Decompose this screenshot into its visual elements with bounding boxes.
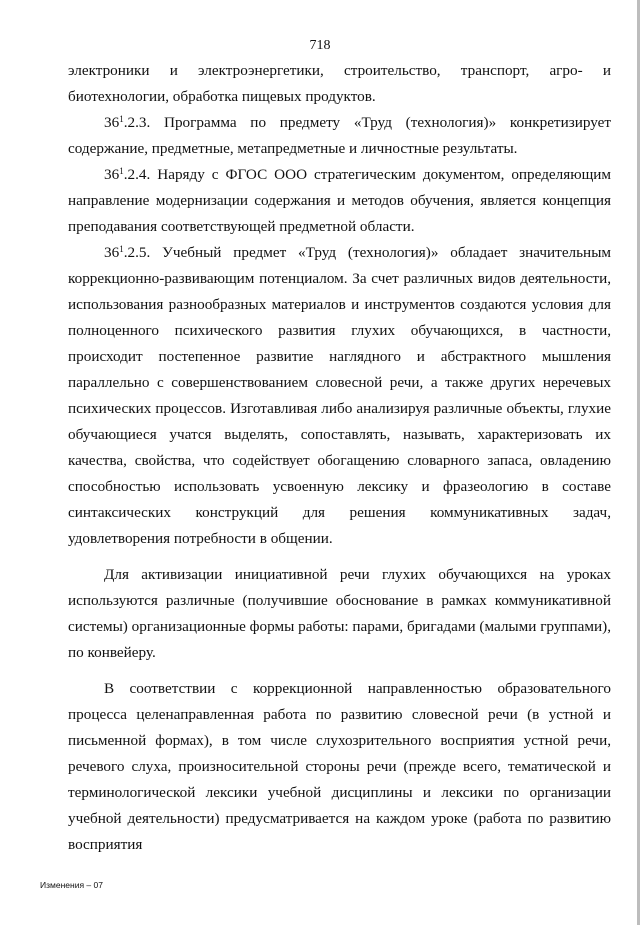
paragraph-correctional-focus: В соответствии с коррекционной направленностью образовательного процесса целенаправленная работа по развитию словесной речи (в устной и письменной формах), в том числе слухозрительного восприятия устной речи, речевого слуха, произносительной стороны речи (прежде всего, тематической и терминологической лексики учебной дисциплины и лексики по организации учебной деятельности) предусматривается на каждом уроке (работа по развитию восприятия bbox=[68, 680, 611, 853]
page-number: 718 bbox=[309, 38, 331, 53]
clause-number: $36^1.2.5$. bbox=[104, 244, 151, 261]
clause-number: $36^1.2.4$. bbox=[104, 166, 151, 183]
clause-number: $36^1.2.3$. bbox=[104, 114, 151, 131]
paragraph-36-1-2-4 bbox=[68, 162, 611, 240]
footer-revision-note: Изменения – 07 bbox=[40, 880, 103, 890]
paragraph-text: Учебный предмет «Труд (технология)» обладает значительным коррекционно-развивающим потенциалом. За счет различных видов деятельности, использования разнообразных материалов и инструментов создаются условия для полноценного психического развития глухих обучающихся, в частности, происходит постепенное развитие наглядного и абстрактного мышления параллельно с совершенствованием словесной речи, а также других неречевых психических процессов. Изготавливая либо анализируя различные объекты, глухие обучающиеся учатся выделять, сопоставлять, называть, характеризовать их качества, свойства, что содействует обогащению словарного запаса, овладению способностью использовать усвоенную лексику и фразеологию в составе синтаксических конструкций для решения коммуникативных задач, удовлетворения потребности в общении. bbox=[68, 244, 612, 547]
document-body bbox=[68, 58, 611, 858]
paragraph-speech-activation: Для активизации инициативной речи глухих обучающихся на уроках используются различные (получившие обоснование в рамках коммуникативной системы) организационные формы работы: парами, бригадами (малыми группами), по конвейеру. bbox=[68, 566, 611, 661]
paragraph-36-1-2-3 bbox=[68, 110, 611, 162]
paragraph-continuation: электроники и электроэнергетики, строительство, транспорт, агро- и биотехнологии, обработка пищевых продуктов. bbox=[68, 62, 611, 105]
paragraph-text: Программа по предмету «Труд (технология)» конкретизирует содержание, предметные, метапредметные и личностные результаты. bbox=[68, 114, 611, 157]
paragraph-36-1-2-5 bbox=[68, 240, 611, 552]
paragraph-text: Наряду с ФГОС ООО стратегическим документом, определяющим направление модернизации содержания и методов обучения, является концепция преподавания соответствующей предметной области. bbox=[68, 166, 612, 235]
